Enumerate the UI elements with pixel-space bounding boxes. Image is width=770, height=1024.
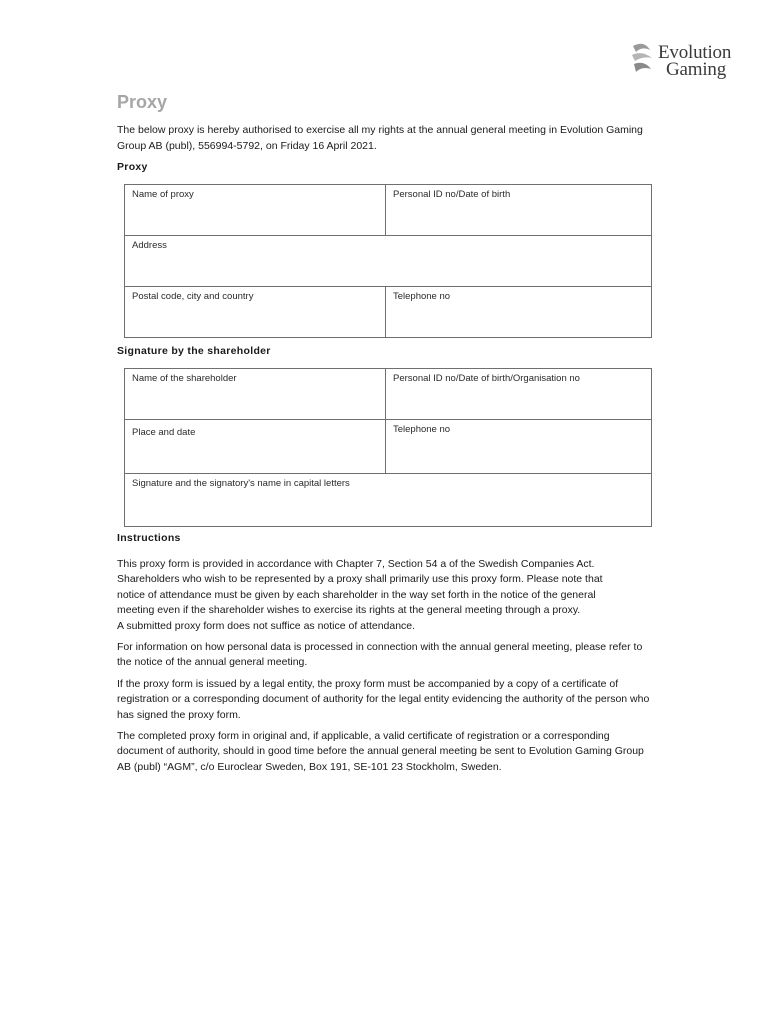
instructions-heading: Instructions (117, 532, 181, 544)
proxy-id-label: Personal ID no/Date of birth (393, 189, 511, 200)
place-date-label: Place and date (132, 427, 196, 438)
logo-word-evolution: Evolution (658, 42, 732, 63)
shareholder-name-field[interactable] (125, 369, 386, 420)
shareholder-id-label: Personal ID no/Date of birth/Organisation no (393, 373, 580, 384)
instructions-line: notice of attendance must be given by each shareholder in the way set forth in the notice of the general (117, 588, 596, 601)
logo-mark-icon (630, 42, 656, 76)
proxy-address-field[interactable] (125, 236, 652, 287)
shareholder-phone-field[interactable] (386, 420, 652, 474)
instructions-paragraph-3: If the proxy form is issued by a legal entity, the proxy form must be accompanied by a copy of a certificate of registration or a corresponding document of authority for the legal entity evidencing the authority of the person who has signed the proxy form. (117, 677, 650, 721)
page-title: Proxy (117, 92, 168, 112)
signature-form-table (124, 368, 652, 527)
instructions-line: This proxy form is provided in accordance with Chapter 7, Section 54 a of the Swedish Companies Act. (117, 558, 595, 570)
instructions-line: meeting even if the shareholder wishes to exercise its rights at the general meeting through a proxy. (117, 604, 581, 617)
instructions-paragraph-4: The completed proxy form in original and, if applicable, a valid certificate of registration or a corresponding document of authority, should in good time before the annual general meeting be sent to Evolution Gaming Group AB (publ) “AGM”, c/o Euroclear Sweden, Box 191, SE-101 23 Stockholm, Sweden. (117, 730, 644, 773)
signature-section-heading: Signature by the shareholder (117, 345, 271, 357)
logo-word-gaming: Gaming (666, 59, 727, 80)
shareholder-phone-label: Telephone no (393, 424, 451, 435)
place-date-field[interactable] (125, 420, 386, 474)
instructions-body (117, 557, 657, 781)
proxy-form-table (124, 184, 652, 338)
proxy-phone-field[interactable] (386, 287, 652, 338)
proxy-id-field[interactable] (386, 185, 652, 236)
instructions-paragraph-1 (117, 557, 657, 634)
proxy-section-heading: Proxy (117, 161, 148, 173)
instructions-paragraph-2: For information on how personal data is processed in connection with the annual general meeting, please refer to the notice of the annual general meeting. (117, 641, 643, 669)
proxy-postal-label: Postal code, city and country (132, 291, 254, 302)
instructions-line: Shareholders who wish to be represented by a proxy shall primarily use this proxy form. Please note that (117, 573, 603, 586)
signature-label: Signature and the signatory's name in capital letters (132, 478, 350, 489)
evolution-gaming-logo (630, 42, 742, 82)
proxy-phone-label: Telephone no (393, 291, 451, 302)
signature-field[interactable] (125, 474, 652, 527)
shareholder-id-field[interactable] (386, 369, 652, 420)
intro-text: The below proxy is hereby authorised to exercise all my rights at the annual general meeting in Evolution Gaming Group AB (publ), 556994-5792, on Friday 16 April 2021. (117, 124, 643, 152)
proxy-name-field[interactable] (125, 185, 386, 236)
proxy-postal-field[interactable] (125, 287, 386, 338)
proxy-address-label: Address (132, 240, 167, 251)
instructions-line: A submitted proxy form does not suffice as notice of attendance. (117, 619, 416, 632)
proxy-name-label: Name of proxy (132, 189, 194, 200)
shareholder-name-label: Name of the shareholder (132, 373, 237, 384)
